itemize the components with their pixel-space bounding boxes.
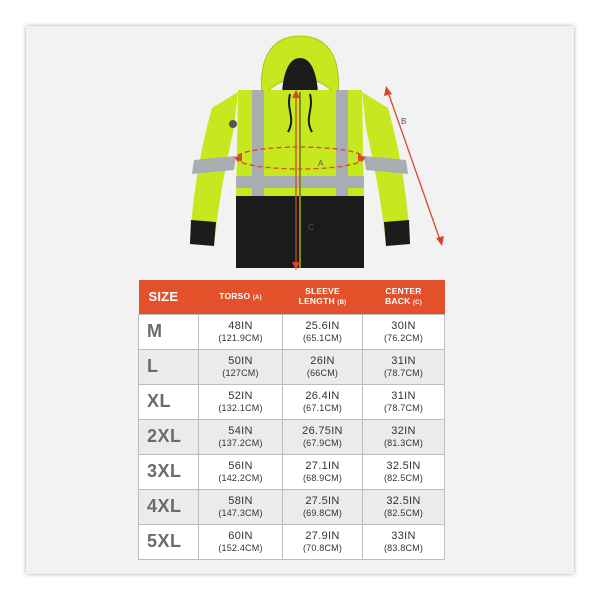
torso-cell: 50IN (127CM) [199,349,283,384]
right-cuff [384,220,410,246]
left-cuff [190,220,216,246]
sleeve-arrow-bottom [436,236,444,246]
sleeve-cell: 27.9IN (70.8CM) [283,524,363,559]
size-chart-table [138,280,445,560]
sleeve-cell: 27.1IN (68.9CM) [283,454,363,489]
sleeve-cell: 25.6IN (65.1CM) [283,314,363,349]
table-row [139,454,445,489]
sleeve-cell: 27.5IN (69.8CM) [283,489,363,524]
sleeve-cell: 26.75IN (67.9CM) [283,419,363,454]
header-sleeve-length: SLEEVE LENGTH (B) [283,280,363,314]
header-row [139,280,445,314]
size-label: 2XL [139,419,199,454]
torso-cell: 48IN (121.9CM) [199,314,283,349]
size-label: L [139,349,199,384]
logo-patch [229,120,237,128]
torso-cell: 58IN (147.3CM) [199,489,283,524]
back-cell: 30IN (76.2CM) [363,314,445,349]
sleeve-cell: 26IN (66CM) [283,349,363,384]
table-row [139,489,445,524]
table-row [139,384,445,419]
sleeve-cell: 26.4IN (67.1CM) [283,384,363,419]
header-center-back: CENTER BACK (C) [363,280,445,314]
sleeve-arrow-top [384,86,392,96]
table-row [139,524,445,559]
size-label: 4XL [139,489,199,524]
back-cell: 32IN (81.3CM) [363,419,445,454]
measure-label-a: A [318,159,324,168]
torso-cell: 52IN (132.1CM) [199,384,283,419]
size-label: M [139,314,199,349]
torso-cell: 54IN (137.2CM) [199,419,283,454]
size-label: 3XL [139,454,199,489]
table-row [139,314,445,349]
back-cell: 32.5IN (82.5CM) [363,454,445,489]
hoodie-illustration [0,0,600,280]
header-size: SIZE [139,280,199,314]
header-torso: TORSO (A) [199,280,283,314]
back-cell: 32.5IN (82.5CM) [363,489,445,524]
torso-cell: 56IN (142.2CM) [199,454,283,489]
right-sleeve-band [364,156,408,174]
back-cell: 31IN (78.7CM) [363,349,445,384]
back-cell: 31IN (78.7CM) [363,384,445,419]
measure-label-c: C [308,223,314,232]
size-label: XL [139,384,199,419]
table-row [139,349,445,384]
torso-cell: 60IN (152.4CM) [199,524,283,559]
size-label: 5XL [139,524,199,559]
measure-label-b: B [401,117,407,126]
table-row [139,419,445,454]
left-sleeve-band [192,156,236,174]
back-cell: 33IN (83.8CM) [363,524,445,559]
